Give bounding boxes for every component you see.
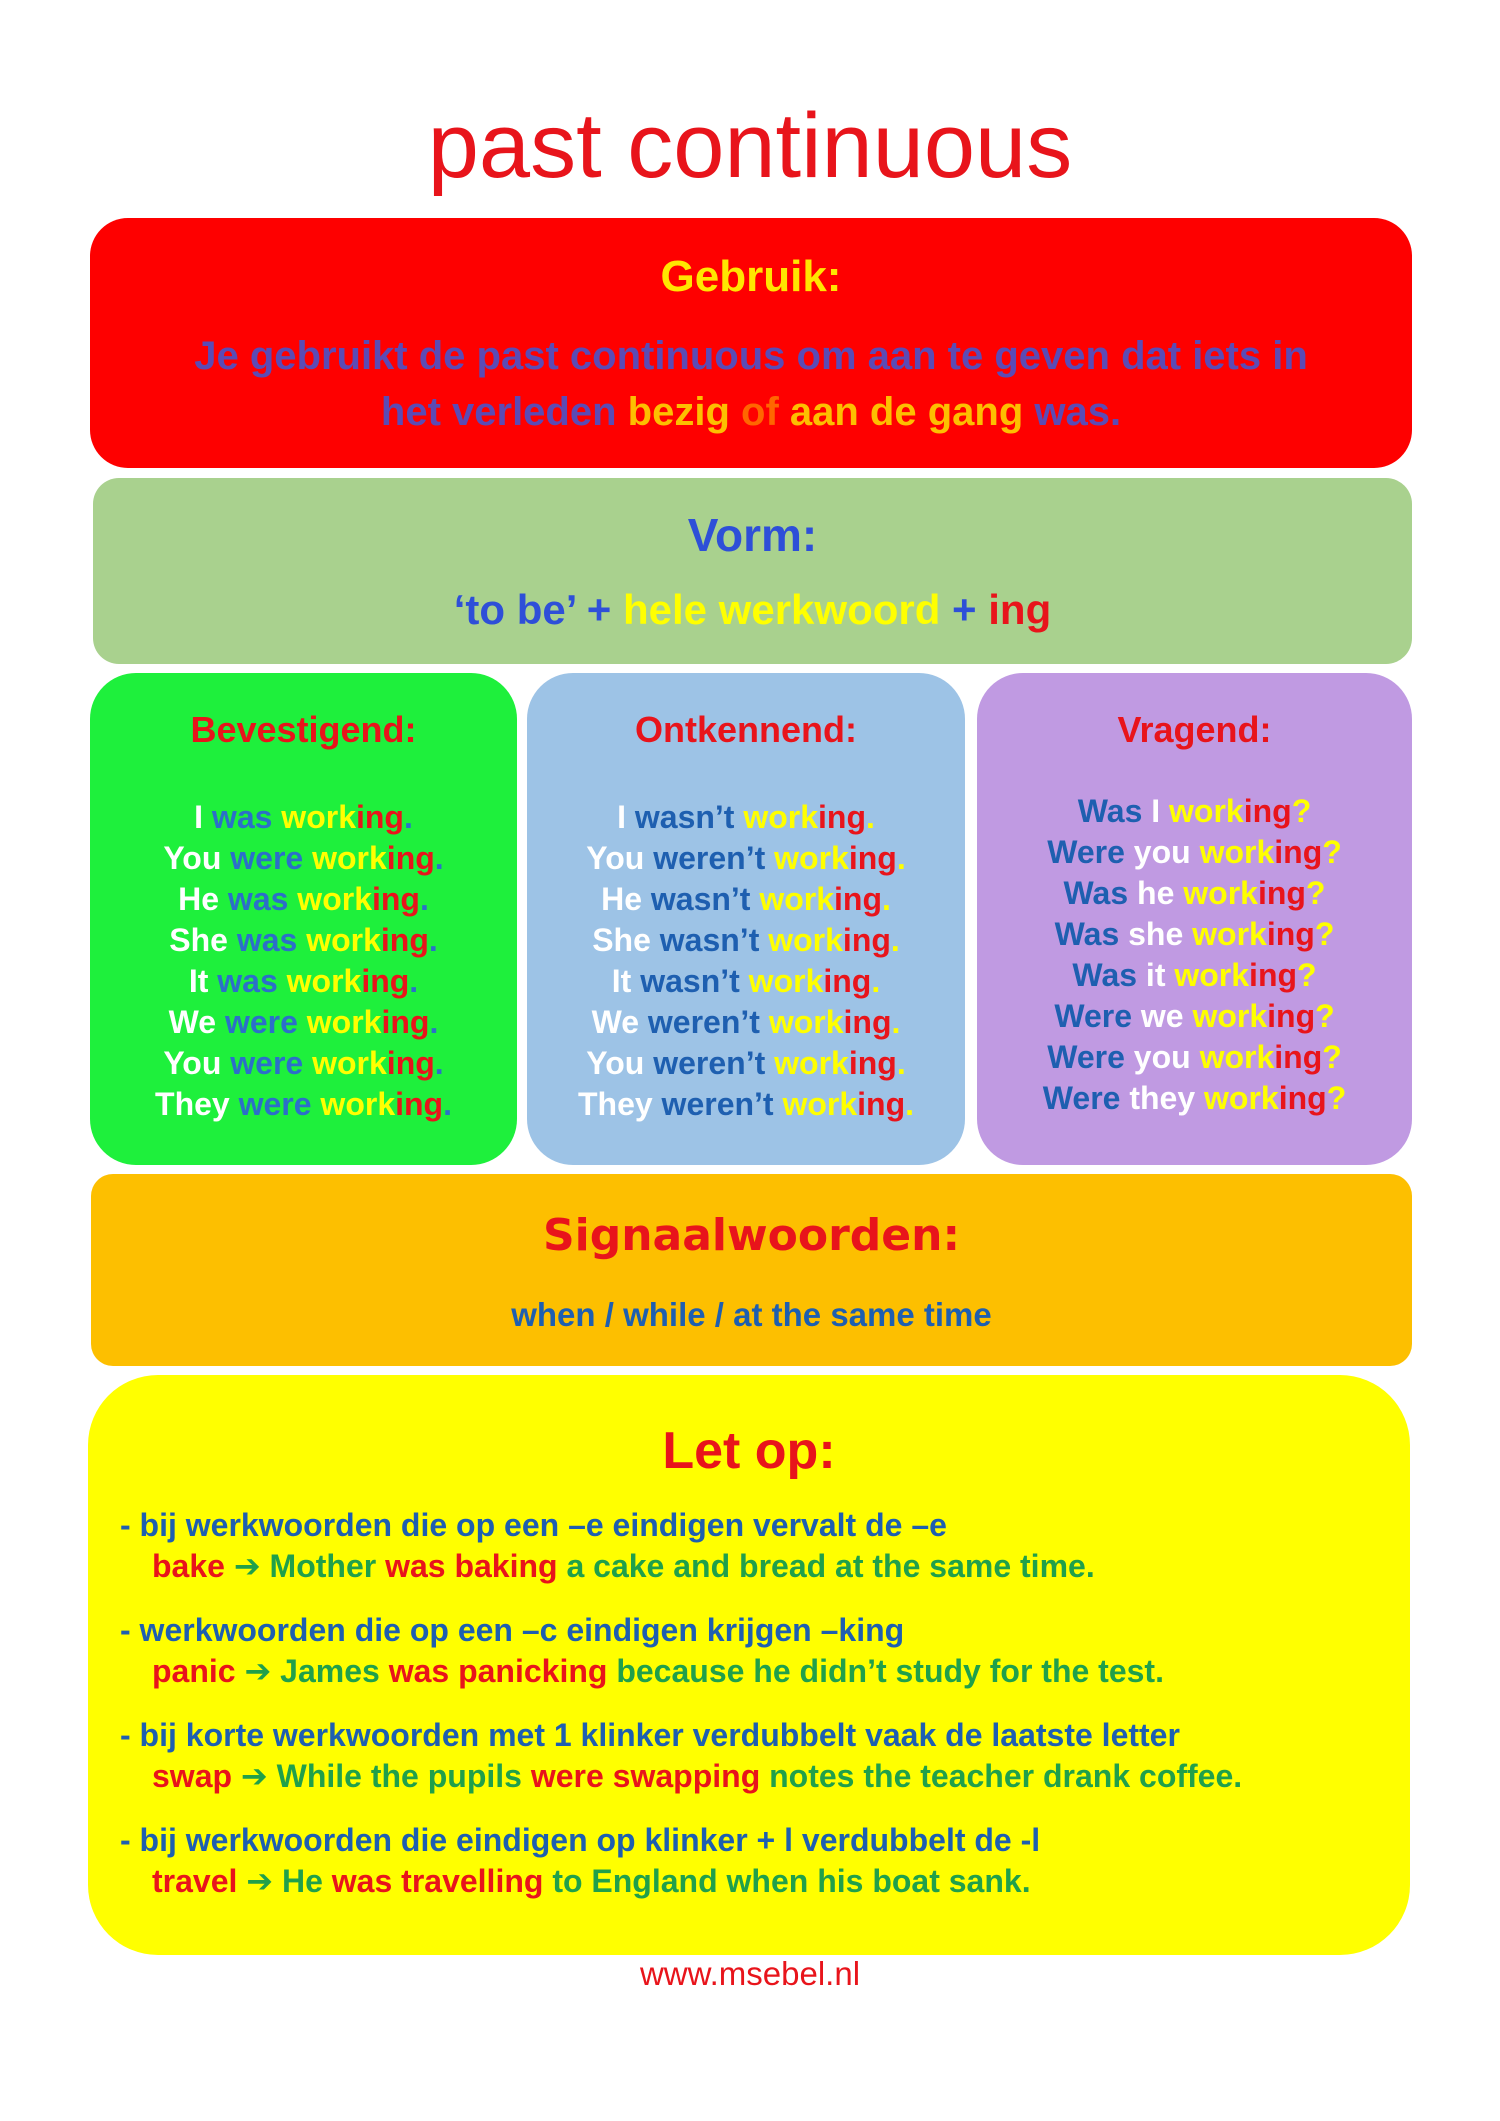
sentence-aux: wasn’t [634, 799, 735, 835]
sentence-end: ? [1322, 1039, 1342, 1075]
sentence-end: . [443, 1086, 452, 1122]
sentence-aux: Were [1047, 1039, 1125, 1075]
sentence-pronoun: You [586, 840, 645, 876]
sentence-pronoun: it [1145, 957, 1166, 993]
vorm-heading: Vorm: [687, 509, 818, 561]
sentence-end: . [891, 1004, 901, 1040]
gebruik-text [110, 328, 1392, 440]
sentence-suffix: ing [361, 963, 410, 999]
sentence-line [90, 1084, 517, 1125]
sentence-aux: Was [1063, 875, 1129, 911]
sentence-aux: Were [1047, 834, 1125, 870]
sentence-end: . [403, 799, 413, 835]
signaalwoord: while [623, 1296, 706, 1333]
sentence-aux: weren’t [653, 1045, 766, 1081]
sentence-suffix: ing [395, 1086, 444, 1122]
sentence-pronoun: We [591, 1004, 640, 1040]
sentence-aux: weren’t [653, 840, 766, 876]
sentence-end: . [409, 963, 419, 999]
sentence-stem: work [743, 799, 819, 835]
footer-url: www.msebel.nl [639, 1955, 861, 1992]
sentence-suffix: ing [386, 1045, 435, 1081]
vorm-plus: + [940, 586, 989, 633]
ontkennend-box [527, 673, 965, 1165]
sentence-suffix: ing [1274, 1039, 1323, 1075]
sentence-line [90, 879, 517, 920]
sentence-pronoun: you [1133, 834, 1191, 870]
sentence-stem: work [320, 1086, 396, 1122]
signaalwoorden-box [91, 1174, 1412, 1366]
sentence-suffix: ing [381, 1004, 430, 1040]
sentence-aux: weren’t [661, 1086, 774, 1122]
sentence-end: . [890, 922, 900, 958]
sentence-pronoun: I [617, 799, 626, 835]
sentence-stem: work [286, 963, 362, 999]
example-text: to England when his boat sank. [543, 1863, 1031, 1899]
sentence-pronoun: you [1133, 1039, 1191, 1075]
sentence-suffix: ing [842, 922, 891, 958]
bevestigend-lines [90, 797, 517, 1125]
sentence-stem: work [759, 881, 835, 917]
sentence-end: . [434, 1045, 444, 1081]
page-title: past continuous [427, 95, 1073, 197]
letop-heading: Let op: [662, 1422, 836, 1480]
sentence-stem: work [1192, 916, 1267, 952]
sentence-suffix: ing [823, 963, 872, 999]
letop-box [88, 1375, 1410, 1955]
sentence-stem: work [1199, 1039, 1275, 1075]
sentence-end: . [419, 881, 429, 917]
sentence-line [977, 914, 1412, 955]
signaalwoorden-list [91, 1296, 1412, 1334]
arrow-icon: ➔ [235, 1653, 281, 1689]
sentence-stem: work [1169, 793, 1244, 829]
vorm-formula [93, 586, 1412, 634]
example-text: a cake and bread at the same time. [557, 1548, 1095, 1584]
sentence-pronoun: We [168, 1004, 217, 1040]
example-verb: travel [152, 1863, 238, 1899]
gebruik-text-part: het verleden [380, 390, 628, 434]
arrow-icon: ➔ [224, 1548, 270, 1584]
sentence-line [90, 1002, 517, 1043]
rule-example [120, 1861, 1390, 1902]
sentence-line [527, 920, 965, 961]
sentence-suffix: ing [848, 1045, 897, 1081]
sentence-suffix: ing [386, 840, 435, 876]
sentence-aux: was [217, 963, 278, 999]
sentence-suffix: ing [380, 922, 429, 958]
sentence-stem: work [1174, 957, 1250, 993]
letop-rule [120, 1715, 1390, 1797]
sentence-suffix: ing [1266, 916, 1315, 952]
signaalwoord: at the same time [733, 1296, 992, 1333]
sentence-aux: was [227, 881, 289, 917]
sentence-pronoun: They [155, 1086, 230, 1122]
sentence-aux: Was [1072, 957, 1138, 993]
sentence-line [527, 1002, 965, 1043]
letop-rule [120, 1820, 1390, 1902]
sentence-aux: was [211, 799, 273, 835]
example-text: He [281, 1863, 332, 1899]
sentence-suffix: ing [355, 799, 404, 835]
sentence-stem: work [281, 799, 356, 835]
sentence-pronoun: You [163, 840, 222, 876]
sentence-pronoun: You [163, 1045, 222, 1081]
gebruik-text-of: of [729, 390, 790, 434]
separator: / [595, 1296, 624, 1333]
sentence-stem: work [312, 840, 387, 876]
sentence-suffix: ing [857, 1086, 906, 1122]
example-text: James [280, 1653, 389, 1689]
sentence-end: . [882, 881, 891, 917]
rule-example [120, 1756, 1390, 1797]
sentence-aux: were [230, 840, 304, 876]
gebruik-text-gang: aan de gang [789, 390, 1024, 434]
sentence-pronoun: It [611, 963, 632, 999]
sentence-pronoun: he [1137, 875, 1175, 911]
sentence-pronoun: they [1129, 1080, 1196, 1116]
sentence-line [977, 1078, 1412, 1119]
sentence-end: . [871, 963, 881, 999]
sentence-pronoun: You [586, 1045, 645, 1081]
sentence-stem: work [774, 1045, 849, 1081]
sentence-stem: work [1192, 998, 1268, 1034]
sentence-line [90, 838, 517, 879]
ontkennend-heading: Ontkennend: [635, 709, 857, 750]
sentence-line [90, 797, 517, 838]
rule-text: - bij korte werkwoorden met 1 klinker verdubbelt vaak de laatste letter [120, 1717, 1180, 1753]
sentence-line [527, 1084, 965, 1125]
sentence-line [977, 832, 1412, 873]
sentence-end: ? [1297, 957, 1317, 993]
vorm-ing: ing [988, 586, 1052, 633]
sentence-line [977, 873, 1412, 914]
letop-rules [120, 1505, 1390, 1925]
sentence-stem: work [306, 1004, 382, 1040]
arrow-icon: ➔ [237, 1863, 282, 1899]
sentence-aux: was [236, 922, 298, 958]
rule-text: - bij werkwoorden die op een –e eindigen vervalt de –e [120, 1507, 947, 1543]
sentence-end: . [429, 1004, 439, 1040]
example-form: was baking [385, 1548, 558, 1584]
ontkennend-lines [527, 797, 965, 1125]
sentence-end: ? [1305, 875, 1326, 911]
vorm-box [93, 478, 1412, 664]
sentence-pronoun: She [592, 922, 651, 958]
sentence-end: ? [1315, 998, 1335, 1034]
sentence-end: ? [1314, 916, 1335, 952]
sentence-stem: work [748, 963, 824, 999]
sentence-line [90, 920, 517, 961]
sentence-aux: were [230, 1045, 304, 1081]
sentence-end: ? [1322, 834, 1342, 870]
sentence-pronoun: She [169, 922, 228, 958]
sentence-line [527, 879, 965, 920]
example-verb: swap [152, 1758, 233, 1794]
sentence-pronoun: They [577, 1086, 653, 1122]
sentence-line [90, 1043, 517, 1084]
sentence-aux: wasn’t [640, 963, 740, 999]
sentence-aux: Was [1054, 916, 1120, 952]
sentence-end: ? [1291, 793, 1312, 829]
sentence-line [527, 838, 965, 879]
signaalwoord: when [511, 1296, 596, 1333]
gebruik-box [90, 218, 1412, 468]
example-text: notes the teacher drank coffee. [760, 1758, 1243, 1794]
letop-rule [120, 1610, 1390, 1692]
sentence-suffix: ing [1267, 998, 1316, 1034]
sentence-end: . [905, 1086, 915, 1122]
sentence-pronoun: He [178, 881, 220, 917]
sentence-end: ? [1326, 1080, 1347, 1116]
sentence-aux: Were [1042, 1080, 1121, 1116]
arrow-icon: ➔ [232, 1758, 277, 1794]
sentence-suffix: ing [1274, 834, 1323, 870]
sentence-pronoun: we [1140, 998, 1184, 1034]
sentence-aux: wasn’t [650, 881, 751, 917]
example-text: because he didn’t study for the test. [607, 1653, 1164, 1689]
sentence-line [977, 996, 1412, 1037]
sentence-suffix: ing [1257, 875, 1306, 911]
sentence-pronoun: I [194, 799, 204, 835]
sentence-suffix: ing [1243, 793, 1292, 829]
sentence-stem: work [782, 1086, 858, 1122]
signaalwoorden-heading: Signaalwoorden: [542, 1210, 961, 1261]
sentence-aux: wasn’t [659, 922, 760, 958]
sentence-end: . [866, 799, 875, 835]
vorm-plus: + [575, 586, 623, 633]
sentence-line [527, 961, 965, 1002]
sentence-stem: work [768, 1004, 844, 1040]
sentence-suffix: ing [834, 881, 883, 917]
sentence-aux: were [238, 1086, 312, 1122]
sentence-pronoun: I [1151, 793, 1161, 829]
example-text: While the pupils [276, 1758, 531, 1794]
vragend-heading: Vragend: [1117, 709, 1272, 750]
sentence-line [90, 961, 517, 1002]
sentence-line [527, 797, 965, 838]
rule-example [120, 1546, 1390, 1587]
bevestigend-heading: Bevestigend: [190, 709, 417, 750]
sentence-end: . [428, 922, 438, 958]
sentence-stem: work [312, 1045, 387, 1081]
letop-rule [120, 1505, 1390, 1587]
sentence-suffix: ing [371, 881, 420, 917]
sentence-line [977, 791, 1412, 832]
sentence-line [977, 1037, 1412, 1078]
sentence-end: . [896, 1045, 906, 1081]
sentence-aux: Was [1077, 793, 1143, 829]
rule-example [120, 1651, 1390, 1692]
separator: / [705, 1296, 734, 1333]
sentence-end: . [434, 840, 444, 876]
sentence-pronoun: He [601, 881, 642, 917]
example-form: were swapping [530, 1758, 761, 1794]
sentence-line [977, 955, 1412, 996]
sentence-aux: weren’t [647, 1004, 760, 1040]
sentence-end: . [896, 840, 906, 876]
sentence-aux: were [224, 1004, 298, 1040]
vorm-hele-werkwoord: hele werkwoord [622, 586, 941, 633]
example-form: was panicking [388, 1653, 608, 1689]
bevestigend-box [90, 673, 517, 1165]
sentence-pronoun: It [188, 963, 209, 999]
gebruik-text-bezig: bezig [627, 390, 730, 434]
gebruik-heading: Gebruik: [660, 252, 842, 301]
sentence-suffix: ing [1249, 957, 1298, 993]
example-verb: bake [152, 1548, 225, 1584]
rule-text: - werkwoorden die op een –c eindigen krijgen –king [120, 1612, 905, 1648]
vragend-box [977, 673, 1412, 1165]
example-text: Mother [269, 1548, 386, 1584]
vragend-lines [977, 791, 1412, 1119]
sentence-line [527, 1043, 965, 1084]
sentence-stem: work [297, 881, 372, 917]
vorm-to-be: ‘to be’ [453, 586, 576, 633]
sentence-stem: work [768, 922, 843, 958]
sentence-stem: work [774, 840, 849, 876]
sentence-suffix: ing [843, 1004, 892, 1040]
sentence-stem: work [306, 922, 381, 958]
sentence-stem: work [1183, 875, 1258, 911]
rule-text: - bij werkwoorden die eindigen op klinker + l verdubbelt de -l [120, 1822, 1041, 1858]
sentence-suffix: ing [1278, 1080, 1327, 1116]
gebruik-text-was: was. [1023, 390, 1122, 434]
example-form: was travelling [331, 1863, 544, 1899]
sentence-aux: Were [1054, 998, 1132, 1034]
sentence-stem: work [1204, 1080, 1279, 1116]
sentence-suffix: ing [848, 840, 897, 876]
sentence-stem: work [1199, 834, 1275, 870]
sentence-suffix: ing [818, 799, 867, 835]
gebruik-text-line1: Je gebruikt de past continuous om aan te geven dat iets in [194, 334, 1308, 378]
example-verb: panic [152, 1653, 236, 1689]
sentence-pronoun: she [1128, 916, 1184, 952]
